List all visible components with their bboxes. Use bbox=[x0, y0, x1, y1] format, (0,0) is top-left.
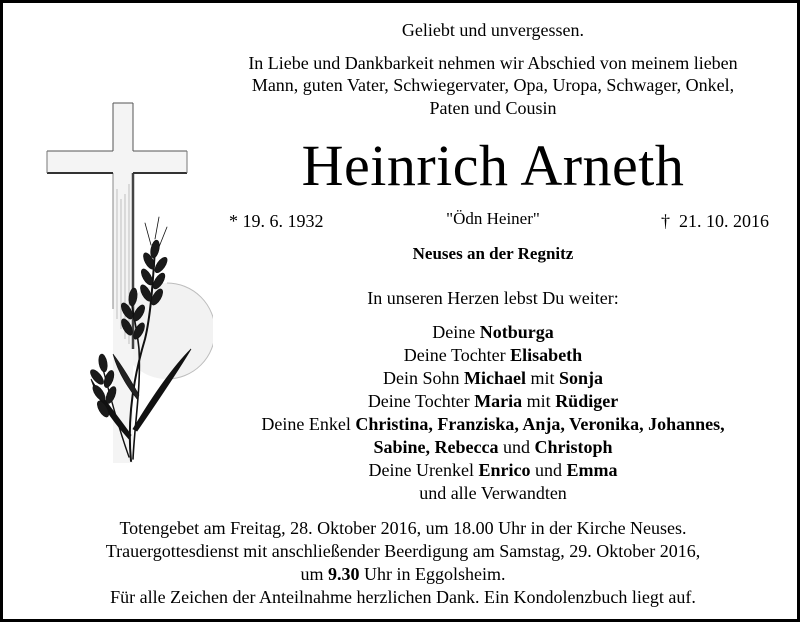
footer-line bbox=[23, 540, 783, 562]
intro-line-1: In Liebe und Dankbarkeit nehmen wir Abschied von meinem lieben bbox=[248, 53, 738, 73]
line-text: Dein Sohn bbox=[382, 368, 464, 388]
name-text: 9.30 bbox=[328, 564, 360, 584]
mourner-line bbox=[203, 436, 783, 458]
mourner-line bbox=[203, 413, 783, 435]
line-text: und bbox=[498, 437, 535, 457]
line-text: Totengebet am Freitag, 28. Oktober 2016, um 18.00 Uhr in der Kirche Neuses. bbox=[119, 518, 687, 538]
mourner-line bbox=[203, 321, 783, 343]
line-text: und alle Verwandten bbox=[419, 483, 567, 503]
line-text: Deine bbox=[432, 322, 480, 342]
name-text: Rüdiger bbox=[555, 391, 619, 411]
footer-line bbox=[23, 517, 783, 539]
line-text: Uhr in Eggolsheim. bbox=[359, 564, 506, 584]
mourner-line bbox=[203, 367, 783, 389]
birth-symbol: * bbox=[229, 211, 238, 231]
name-text: Christoph bbox=[534, 437, 613, 457]
line-text: mit bbox=[522, 391, 556, 411]
nickname: "Ödn Heiner" bbox=[446, 209, 540, 228]
motto: Geliebt und unvergessen. bbox=[401, 20, 585, 40]
line-text: und bbox=[530, 460, 567, 480]
line-text: Deine Urenkel bbox=[368, 460, 479, 480]
deceased-name: Heinrich Arneth bbox=[301, 133, 685, 198]
name-text: Sabine, Rebecca bbox=[373, 437, 499, 457]
name-text: Emma bbox=[566, 460, 618, 480]
cross-icon bbox=[47, 103, 187, 463]
death-info bbox=[661, 210, 769, 232]
cross-wheat-illustration bbox=[41, 99, 213, 471]
mourner-line bbox=[203, 459, 783, 481]
line-text: um bbox=[300, 564, 328, 584]
mourner-line bbox=[203, 482, 783, 504]
name-text: Maria bbox=[474, 391, 523, 411]
place: Neuses an der Regnitz bbox=[412, 244, 574, 263]
death-symbol: † bbox=[661, 211, 670, 231]
intro-line-2: Mann, guten Vater, Schwiegervater, Opa, Uropa, Schwager, Onkel, bbox=[251, 75, 735, 95]
birth-info bbox=[229, 210, 324, 232]
birth-date: 19. 6. 1932 bbox=[242, 211, 324, 231]
name-text: Enrico bbox=[478, 460, 531, 480]
mourner-line bbox=[203, 390, 783, 412]
name-text: Christina, Franziska, Anja, Veronika, Johannes, bbox=[355, 414, 725, 434]
name-text: Elisabeth bbox=[510, 345, 583, 365]
line-text: mit bbox=[525, 368, 559, 388]
death-date: 21. 10. 2016 bbox=[679, 211, 769, 231]
line-text: Trauergottesdienst mit anschließender Beerdigung am Samstag, 29. Oktober 2016, bbox=[105, 541, 701, 561]
name-text: Michael bbox=[463, 368, 526, 388]
mourner-line bbox=[203, 344, 783, 366]
line-text: Deine Tochter bbox=[403, 345, 511, 365]
intro-line-3: Paten und Cousin bbox=[429, 98, 557, 118]
name-text: Sonja bbox=[558, 368, 603, 388]
line-text: Deine Tochter bbox=[367, 391, 475, 411]
footer-line bbox=[23, 563, 783, 585]
footer-line bbox=[23, 586, 783, 608]
name-text: Notburga bbox=[479, 322, 554, 342]
farewell-text: In unseren Herzen lebst Du weiter: bbox=[367, 288, 619, 308]
line-text: Für alle Zeichen der Anteilnahme herzlichen Dank. Ein Kondolenzbuch liegt auf. bbox=[110, 587, 696, 607]
line-text: Deine Enkel bbox=[261, 414, 356, 434]
